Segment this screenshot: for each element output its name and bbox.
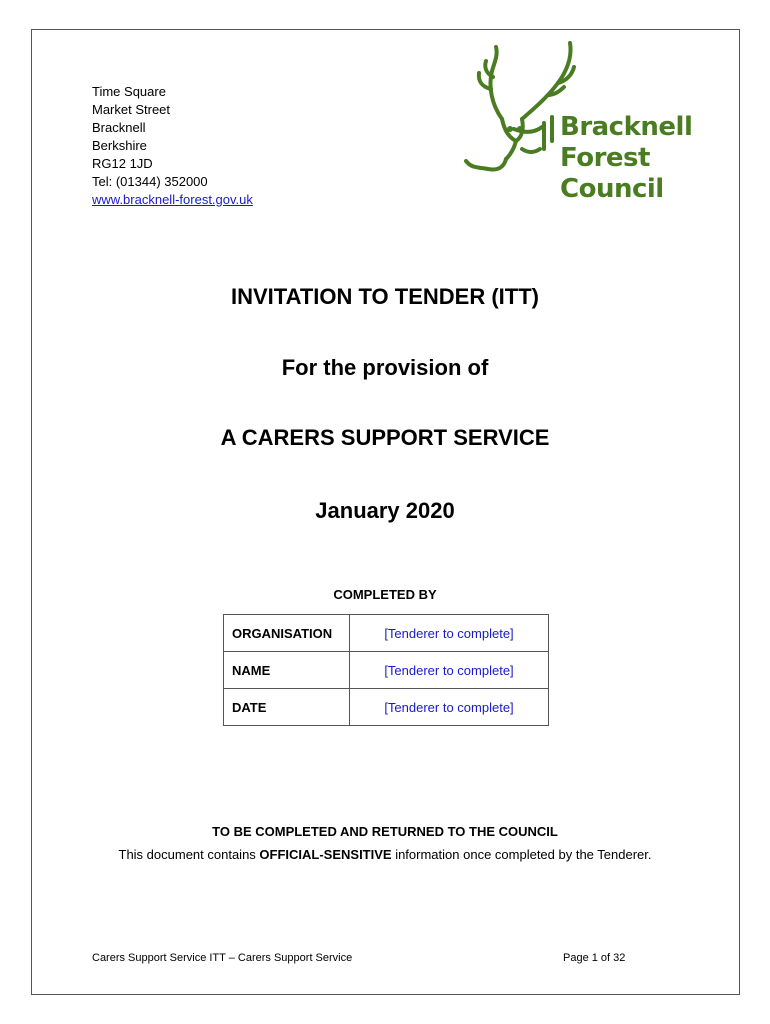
table-row [224, 689, 549, 726]
completed-by-heading: COMPLETED BY [333, 587, 437, 602]
sensitivity-classification: OFFICIAL-SENSITIVE [259, 847, 392, 862]
date-label: DATE [224, 689, 350, 726]
address-line: Bracknell [92, 120, 146, 135]
logo-line: Council [560, 174, 664, 204]
organisation-field[interactable]: [Tenderer to complete] [350, 615, 549, 652]
provision-heading: For the provision of [281, 355, 489, 380]
sensitivity-notice [0, 847, 770, 862]
document-title: INVITATION TO TENDER (ITT) [231, 284, 539, 309]
address-block [92, 83, 253, 209]
organisation-label: ORGANISATION [224, 615, 350, 652]
address-postcode: RG12 1JD [92, 156, 153, 171]
footer-document-title: Carers Support Service ITT – Carers Support Service [92, 952, 353, 964]
logo-line: Bracknell [560, 112, 693, 142]
service-heading: A CARERS SUPPORT SERVICE [220, 425, 550, 450]
footer-page-number: Page 1 of 32 [563, 952, 626, 964]
completed-by-table [223, 614, 549, 726]
table-row [224, 652, 549, 689]
sensitivity-suffix: information once completed by the Tenderer. [391, 847, 652, 862]
return-instruction: TO BE COMPLETED AND RETURNED TO THE COUNCIL [212, 824, 558, 839]
address-line: Time Square [92, 84, 166, 99]
name-field[interactable]: [Tenderer to complete] [350, 652, 549, 689]
council-logo-text [560, 112, 692, 205]
address-telephone: Tel: (01344) 352000 [92, 174, 208, 189]
name-label: NAME [224, 652, 350, 689]
date-field[interactable]: [Tenderer to complete] [350, 689, 549, 726]
address-line: Market Street [92, 102, 171, 117]
date-heading: January 2020 [315, 498, 455, 523]
website-link[interactable]: www.bracknell-forest.gov.uk [92, 192, 253, 207]
sensitivity-prefix: This document contains [118, 847, 260, 862]
address-line: Berkshire [92, 138, 147, 153]
logo-line: Forest [560, 143, 650, 173]
table-row [224, 615, 549, 652]
